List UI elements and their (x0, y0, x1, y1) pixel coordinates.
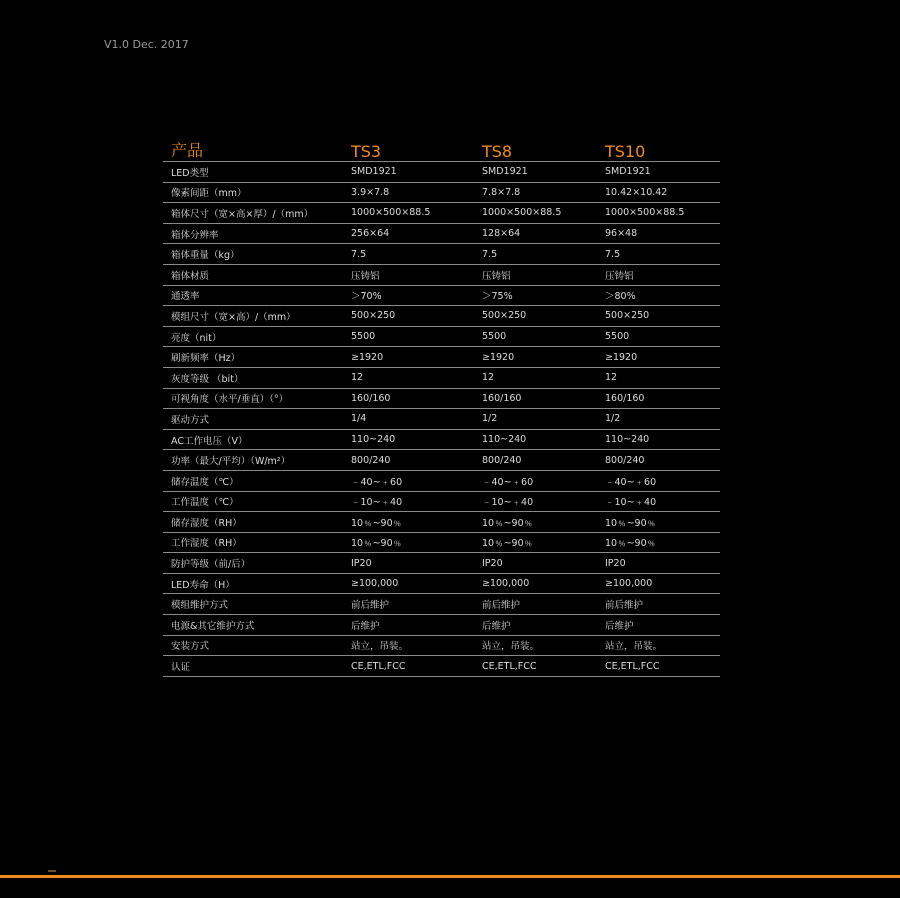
table-row (163, 429, 720, 450)
spec-value-ts10: 7.5 (597, 244, 720, 265)
spec-label: 储存温度（℃） (163, 470, 343, 491)
table-row (163, 306, 720, 327)
spec-value-ts10: IP20 (597, 553, 720, 574)
spec-value-ts3: SMD1921 (343, 162, 474, 183)
spec-value-ts3: 800/240 (343, 450, 474, 471)
spec-value-ts8: 160/160 (474, 388, 597, 409)
spec-value-ts3: 压铸铝 (343, 264, 474, 285)
spec-value-ts3: ≥100,000 (343, 573, 474, 594)
spec-value-ts8: IP20 (474, 553, 597, 574)
footer-mark (48, 870, 56, 872)
spec-value-ts10: 160/160 (597, 388, 720, 409)
spec-value-ts8: 5500 (474, 326, 597, 347)
spec-value-ts10: 前后维护 (597, 594, 720, 615)
spec-value-ts10: 800/240 (597, 450, 720, 471)
table-row (163, 491, 720, 512)
spec-value-ts3: 3.9×7.8 (343, 182, 474, 203)
spec-value-ts3: IP20 (343, 553, 474, 574)
spec-value-ts8: 前后维护 (474, 594, 597, 615)
spec-value-ts3: 256×64 (343, 223, 474, 244)
spec-value-ts10: ≥100,000 (597, 573, 720, 594)
table-row (163, 656, 720, 677)
spec-label: 像素间距（mm） (163, 182, 343, 203)
spec-table-body (163, 162, 720, 677)
spec-label: 箱体分辨率 (163, 223, 343, 244)
header-product-ts3: TS3 (343, 138, 474, 162)
table-row (163, 347, 720, 368)
spec-label: 箱体尺寸（宽×高×厚）/（mm） (163, 203, 343, 224)
spec-value-ts3: CE,ETL,FCC (343, 656, 474, 677)
spec-table (163, 138, 720, 677)
table-row (163, 244, 720, 265)
spec-value-ts3: 前后维护 (343, 594, 474, 615)
spec-value-ts10: 96×48 (597, 223, 720, 244)
table-row (163, 264, 720, 285)
spec-value-ts3: 12 (343, 367, 474, 388)
table-row (163, 223, 720, 244)
table-row (163, 162, 720, 183)
spec-value-ts3: 5500 (343, 326, 474, 347)
table-row (163, 450, 720, 471)
spec-value-ts3: ﹣40~﹢60 (343, 470, 474, 491)
spec-value-ts3: 10﹪~90﹪ (343, 532, 474, 553)
spec-label: 箱体重量（kg） (163, 244, 343, 265)
header-product-ts10: TS10 (597, 138, 720, 162)
table-row (163, 635, 720, 656)
spec-value-ts3: ＞70% (343, 285, 474, 306)
spec-value-ts3: 7.5 (343, 244, 474, 265)
spec-label: 模组尺寸（宽×高）/（mm） (163, 306, 343, 327)
spec-value-ts10: 5500 (597, 326, 720, 347)
spec-value-ts8: ＞75% (474, 285, 597, 306)
spec-value-ts10: CE,ETL,FCC (597, 656, 720, 677)
spec-value-ts3: 110~240 (343, 429, 474, 450)
header-product-ts8: TS8 (474, 138, 597, 162)
spec-label: 认证 (163, 656, 343, 677)
spec-value-ts10: 10.42×10.42 (597, 182, 720, 203)
spec-value-ts10: ＞80% (597, 285, 720, 306)
spec-value-ts10: 12 (597, 367, 720, 388)
spec-value-ts10: 500×250 (597, 306, 720, 327)
spec-value-ts8: 12 (474, 367, 597, 388)
table-row (163, 326, 720, 347)
spec-label: LED寿命（H） (163, 573, 343, 594)
spec-label: 亮度（nit） (163, 326, 343, 347)
spec-label: 可视角度（水平/垂直）（°） (163, 388, 343, 409)
header-product-label: 产品 (163, 138, 343, 162)
spec-value-ts10: 110~240 (597, 429, 720, 450)
table-row (163, 182, 720, 203)
spec-value-ts3: 500×250 (343, 306, 474, 327)
spec-value-ts8: 10﹪~90﹪ (474, 512, 597, 533)
spec-value-ts8: 压铸铝 (474, 264, 597, 285)
spec-label: LED类型 (163, 162, 343, 183)
spec-value-ts10: ﹣40~﹢60 (597, 470, 720, 491)
table-row (163, 285, 720, 306)
spec-value-ts10: 后维护 (597, 615, 720, 636)
spec-value-ts3: 后维护 (343, 615, 474, 636)
spec-value-ts8: 800/240 (474, 450, 597, 471)
spec-value-ts3: 160/160 (343, 388, 474, 409)
spec-label: 驱动方式 (163, 409, 343, 430)
spec-label: 刷新频率（Hz） (163, 347, 343, 368)
spec-value-ts10: 10﹪~90﹪ (597, 532, 720, 553)
spec-label: 工作湿度（RH） (163, 532, 343, 553)
table-row (163, 615, 720, 636)
table-row (163, 409, 720, 430)
spec-value-ts10: 压铸铝 (597, 264, 720, 285)
spec-label: 防护等级（前/后） (163, 553, 343, 574)
spec-value-ts8: 7.8×7.8 (474, 182, 597, 203)
table-row (163, 203, 720, 224)
spec-value-ts8: ≥100,000 (474, 573, 597, 594)
spec-value-ts3: ﹣10~﹢40 (343, 491, 474, 512)
spec-value-ts3: 1000×500×88.5 (343, 203, 474, 224)
spec-value-ts8: 10﹪~90﹪ (474, 532, 597, 553)
spec-label: 灰度等级 （bit） (163, 367, 343, 388)
spec-value-ts8: 站立，吊装。 (474, 635, 597, 656)
spec-value-ts8: 1000×500×88.5 (474, 203, 597, 224)
spec-label: 通透率 (163, 285, 343, 306)
spec-label: 电源&其它维护方式 (163, 615, 343, 636)
spec-value-ts8: ﹣10~﹢40 (474, 491, 597, 512)
table-row (163, 594, 720, 615)
table-row (163, 573, 720, 594)
table-header-row (163, 138, 720, 162)
spec-value-ts8: 110~240 (474, 429, 597, 450)
spec-value-ts10: ≥1920 (597, 347, 720, 368)
footer-accent-line (0, 875, 900, 878)
spec-value-ts8: 7.5 (474, 244, 597, 265)
table-row (163, 532, 720, 553)
spec-value-ts8: CE,ETL,FCC (474, 656, 597, 677)
table-row (163, 367, 720, 388)
spec-value-ts3: 1/4 (343, 409, 474, 430)
spec-label: 箱体材质 (163, 264, 343, 285)
table-row (163, 388, 720, 409)
spec-label: 储存湿度（RH） (163, 512, 343, 533)
spec-label: 工作温度（℃） (163, 491, 343, 512)
spec-value-ts8: 128×64 (474, 223, 597, 244)
spec-label: AC工作电压（V） (163, 429, 343, 450)
spec-value-ts8: 后维护 (474, 615, 597, 636)
spec-value-ts8: 1/2 (474, 409, 597, 430)
spec-label: 功率（最大/平均）（W/m²） (163, 450, 343, 471)
spec-value-ts10: 站立，吊装。 (597, 635, 720, 656)
spec-value-ts3: 10﹪~90﹪ (343, 512, 474, 533)
spec-value-ts8: 500×250 (474, 306, 597, 327)
spec-value-ts8: ﹣40~﹢60 (474, 470, 597, 491)
spec-value-ts10: ﹣10~﹢40 (597, 491, 720, 512)
version-label: V1.0 Dec. 2017 (104, 38, 189, 51)
table-row (163, 470, 720, 491)
table-row (163, 512, 720, 533)
spec-value-ts10: 1/2 (597, 409, 720, 430)
table-row (163, 553, 720, 574)
spec-value-ts10: 10﹪~90﹪ (597, 512, 720, 533)
spec-value-ts10: SMD1921 (597, 162, 720, 183)
spec-value-ts10: 1000×500×88.5 (597, 203, 720, 224)
spec-value-ts8: ≥1920 (474, 347, 597, 368)
spec-label: 安装方式 (163, 635, 343, 656)
spec-label: 模组维护方式 (163, 594, 343, 615)
spec-value-ts3: 站立，吊装。 (343, 635, 474, 656)
spec-value-ts8: SMD1921 (474, 162, 597, 183)
spec-value-ts3: ≥1920 (343, 347, 474, 368)
